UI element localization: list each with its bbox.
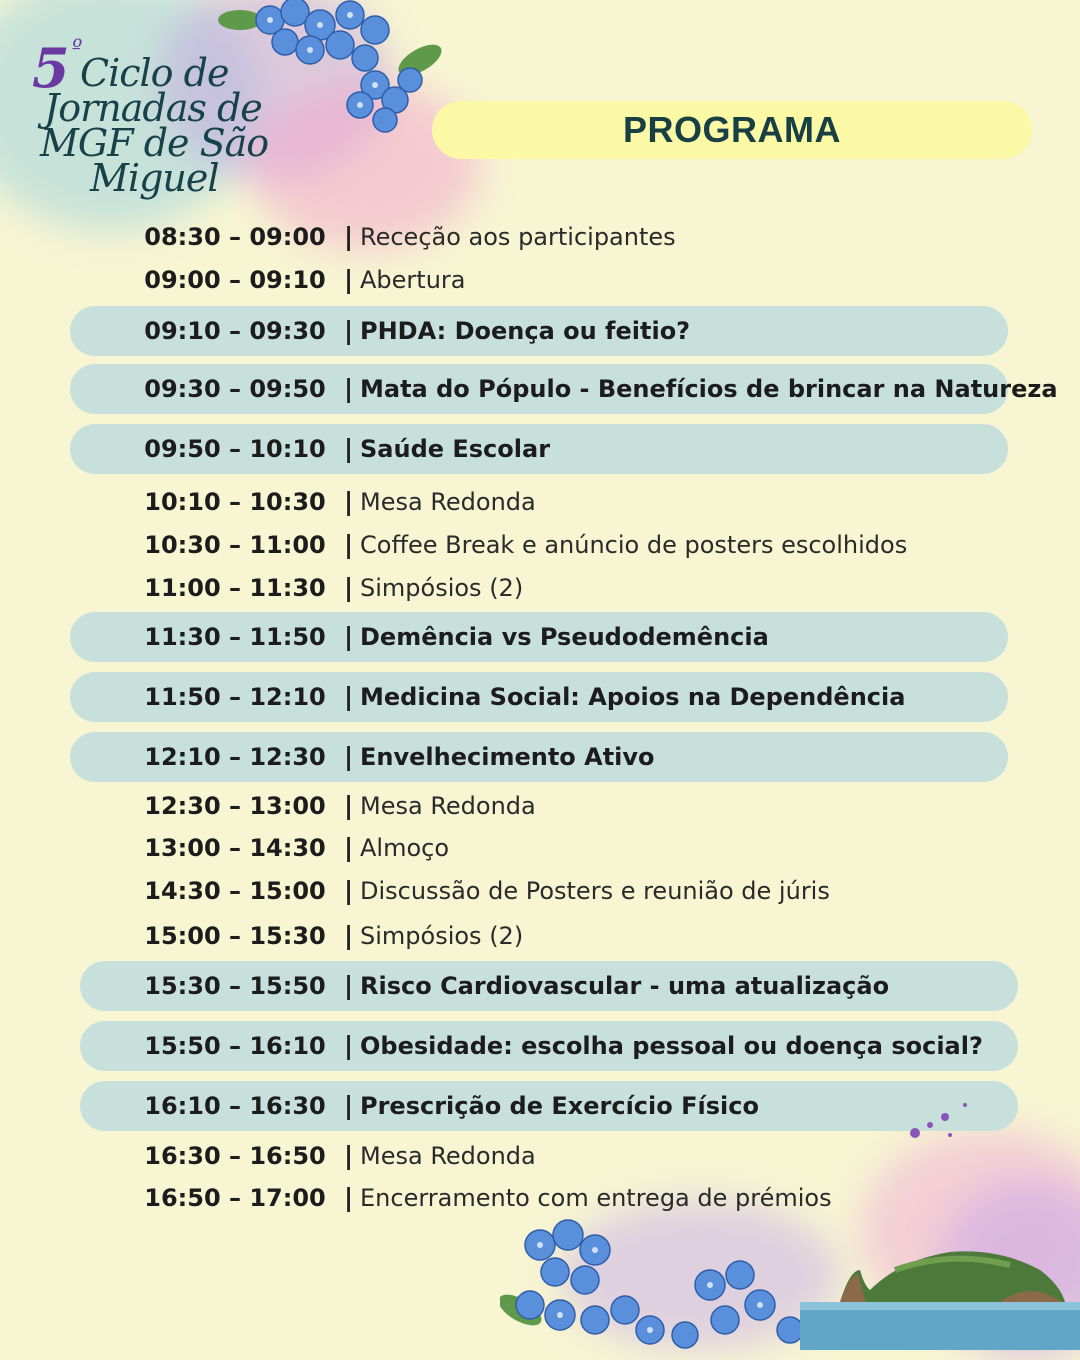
schedule-time: 16:10 – 16:30	[144, 1092, 326, 1120]
page-title: PROGRAMA	[623, 109, 841, 150]
schedule-time: 09:10 – 09:30	[144, 317, 326, 345]
schedule-time: 10:10 – 10:30	[144, 488, 326, 516]
separator-bar: |	[344, 222, 354, 251]
schedule-time: 16:30 – 16:50	[144, 1142, 326, 1170]
session-row	[0, 961, 1080, 1011]
schedule-label: Encerramento com entrega de prémios	[360, 1184, 832, 1212]
schedule-label: Discussão de Posters e reunião de júris	[360, 877, 830, 905]
schedule-label: Mesa Redonda	[360, 792, 536, 820]
schedule-label: Envelhecimento Ativo	[360, 743, 655, 771]
schedule-row	[0, 866, 1080, 916]
separator-bar: |	[344, 265, 354, 294]
schedule-label: Prescrição de Exercício Físico	[360, 1092, 759, 1120]
separator-bar: |	[344, 1091, 354, 1120]
session-row	[0, 306, 1080, 356]
session-row	[0, 672, 1080, 722]
schedule-label: Mata do Pópulo - Benefícios de brincar na Natureza	[360, 375, 1058, 403]
separator-bar: |	[344, 622, 354, 651]
schedule-row	[0, 255, 1080, 305]
schedule-time: 16:50 – 17:00	[144, 1184, 326, 1212]
session-row	[0, 424, 1080, 474]
separator-bar: |	[344, 573, 354, 602]
schedule-time: 12:30 – 13:00	[144, 792, 326, 820]
schedule-time: 11:30 – 11:50	[144, 623, 326, 651]
session-row	[0, 732, 1080, 782]
separator-bar: |	[344, 921, 354, 950]
paint-splatter-icon	[900, 1095, 990, 1155]
schedule-row	[0, 911, 1080, 961]
schedule-label: Obesidade: escolha pessoal ou doença social?	[360, 1032, 983, 1060]
schedule-label: Simpósios (2)	[360, 922, 524, 950]
event-name-line-1: Ciclo de	[80, 51, 229, 95]
schedule-time: 13:00 – 14:30	[144, 834, 326, 862]
separator-bar: |	[344, 833, 354, 862]
session-row	[0, 364, 1080, 414]
separator-bar: |	[344, 876, 354, 905]
schedule-label: Coffee Break e anúncio de posters escolhidos	[360, 531, 908, 559]
separator-bar: |	[344, 374, 354, 403]
separator-bar: |	[344, 1141, 354, 1170]
session-row	[0, 612, 1080, 662]
event-number: 5	[32, 36, 70, 100]
schedule-time: 12:10 – 12:30	[144, 743, 326, 771]
event-name-line-2: Jornadas de	[44, 86, 262, 130]
separator-bar: |	[344, 434, 354, 463]
schedule-row	[0, 563, 1080, 613]
separator-bar: |	[344, 742, 354, 771]
schedule-label: PHDA: Doença ou feitio?	[360, 317, 691, 345]
schedule-label: Almoço	[360, 834, 450, 862]
event-name-line-3: MGF de São	[40, 121, 269, 165]
schedule-time: 11:00 – 11:30	[144, 574, 326, 602]
schedule-label: Demência vs Pseudodemência	[360, 623, 769, 651]
schedule-label: Saúde Escolar	[360, 435, 551, 463]
schedule-label: Mesa Redonda	[360, 1142, 536, 1170]
event-name-line-4: Miguel	[90, 156, 219, 200]
schedule-label: Mesa Redonda	[360, 488, 536, 516]
event-ordinal: º	[72, 36, 83, 61]
separator-bar: |	[344, 487, 354, 516]
schedule-time: 09:30 – 09:50	[144, 375, 326, 403]
separator-bar: |	[344, 1183, 354, 1212]
schedule-time: 09:50 – 10:10	[144, 435, 326, 463]
schedule-label: Simpósios (2)	[360, 574, 524, 602]
title-banner	[432, 101, 1032, 159]
separator-bar: |	[344, 530, 354, 559]
schedule-time: 11:50 – 12:10	[144, 683, 326, 711]
separator-bar: |	[344, 316, 354, 345]
separator-bar: |	[344, 971, 354, 1000]
schedule-label: Abertura	[360, 266, 466, 294]
schedule-time: 14:30 – 15:00	[144, 877, 326, 905]
schedule-label: Medicina Social: Apoios na Dependência	[360, 683, 906, 711]
separator-bar: |	[344, 682, 354, 711]
session-row	[0, 1021, 1080, 1071]
schedule-time: 08:30 – 09:00	[144, 223, 326, 251]
schedule-label: Risco Cardiovascular - uma atualização	[360, 972, 890, 1000]
schedule-time: 15:30 – 15:50	[144, 972, 326, 1000]
schedule-time: 10:30 – 11:00	[144, 531, 326, 559]
separator-bar: |	[344, 791, 354, 820]
schedule-time: 15:50 – 16:10	[144, 1032, 326, 1060]
schedule-time: 09:00 – 09:10	[144, 266, 326, 294]
island-seascape-icon	[800, 1230, 1080, 1350]
separator-bar: |	[344, 1031, 354, 1060]
schedule-label: Receção aos participantes	[360, 223, 676, 251]
schedule-time: 15:00 – 15:30	[144, 922, 326, 950]
